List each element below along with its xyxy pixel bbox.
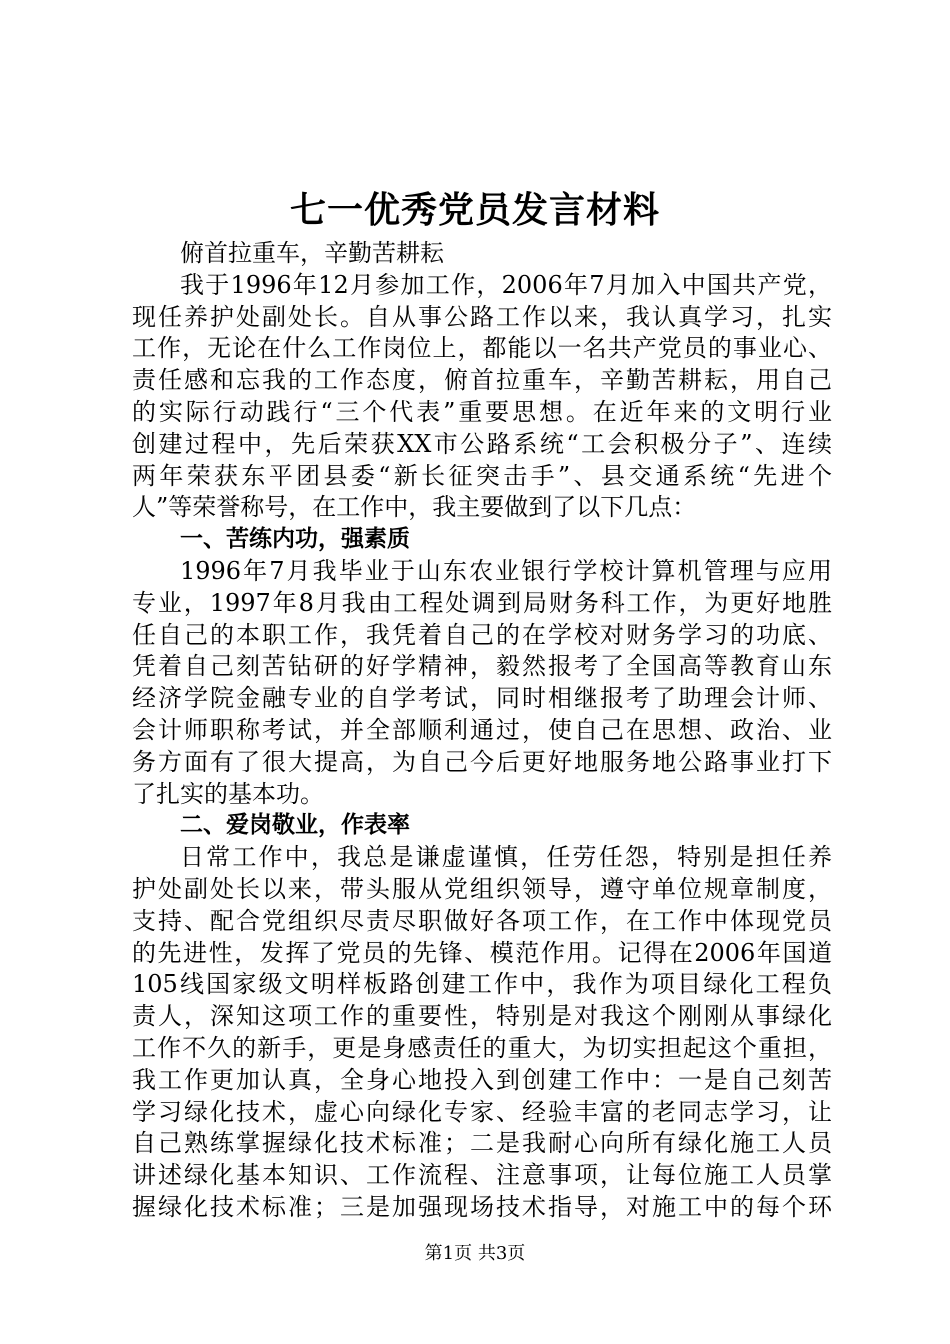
paragraph-line: 支持、配合党组织尽责尽职做好各项工作，在工作中体现党员 <box>132 906 832 935</box>
paragraph-line: 自己熟练掌握绿化技术标准；二是我耐心向所有绿化施工人员 <box>132 1129 832 1158</box>
section-heading-1: 一、苦练内功，强素质 <box>180 526 410 553</box>
paragraph-line: 现任养护处副处长。自从事公路工作以来，我认真学习，扎实 <box>132 302 832 331</box>
paragraph-line: 责任感和忘我的工作态度，俯首拉重车，辛勤苦耕耘，用自己 <box>132 366 832 395</box>
paragraph-line: 人”等荣誉称号，在工作中，我主要做到了以下几点： <box>132 493 697 522</box>
paragraph-line: 责人，深知这项工作的重要性，特别是对我这个刚刚从事绿化 <box>132 1002 832 1031</box>
section-heading-2: 二、爱岗敬业，作表率 <box>180 812 410 839</box>
paragraph-line: 讲述绿化基本知识、工作流程、注意事项，让每位施工人员掌 <box>132 1161 832 1190</box>
paragraph-line: 务方面有了很大提高，为自己今后更好地服务地公路事业打下 <box>132 747 832 776</box>
paragraph-line: 105线国家级文明样板路创建工作中，我作为项目绿化工程负 <box>132 970 832 999</box>
paragraph-line: 了扎实的基本功。 <box>132 779 324 808</box>
document-title: 七一优秀党员发言材料 <box>289 189 660 231</box>
paragraph-line: 专业，1997年8月我由工程处调到局财务科工作，为更好地胜 <box>132 588 832 617</box>
paragraph-line: 我于1996年12月参加工作，2006年7月加入中国共产党， <box>180 270 832 299</box>
paragraph-line: 1996年7月我毕业于山东农业银行学校计算机管理与应用 <box>180 556 832 585</box>
paragraph-line: 工作不久的新手，更是身感责任的重大，为切实担起这个重担， <box>132 1033 832 1062</box>
paragraph-line: 经济学院金融专业的自学考试，同时相继报考了助理会计师、 <box>132 684 832 713</box>
subtitle-line: 俯首拉重车，辛勤苦耕耘 <box>180 239 444 267</box>
paragraph-line: 学习绿化技术，虚心向绿化专家、经验丰富的老同志学习，让 <box>132 1097 832 1126</box>
page-number: 第1页 共3页 <box>424 1243 526 1264</box>
paragraph-line: 的实际行动践行“三个代表”重要思想。在近年来的文明行业 <box>132 397 832 426</box>
paragraph-line: 任自己的本职工作，我凭着自己的在学校对财务学习的功底、 <box>132 620 832 649</box>
paragraph-line: 创建过程中，先后荣获XX市公路系统“工会积极分子”、连续 <box>132 429 832 458</box>
paragraph-line: 会计师职称考试，并全部顺利通过，使自己在思想、政治、业 <box>132 715 832 744</box>
document-body <box>132 238 832 1224</box>
paragraph-line: 我工作更加认真，全身心地投入到创建工作中：一是自己刻苦 <box>132 1065 832 1094</box>
paragraph-line: 凭着自己刻苦钻研的好学精神，毅然报考了全国高等教育山东 <box>132 652 832 681</box>
paragraph-line: 工作，无论在什么工作岗位上，都能以一名共产党员的事业心、 <box>132 334 832 363</box>
paragraph-line: 两年荣获东平团县委“新长征突击手”、县交通系统“先进个 <box>132 461 832 490</box>
paragraph-line: 日常工作中，我总是谦虚谨慎，任劳任怨，特别是担任养 <box>180 843 832 872</box>
paragraph-line: 的先进性，发挥了党员的先锋、模范作用。记得在2006年国道 <box>132 938 832 967</box>
paragraph-line: 护处副处长以来，带头服从党组织领导，遵守单位规章制度， <box>132 874 832 903</box>
paragraph-line: 握绿化技术标准；三是加强现场技术指导，对施工中的每个环 <box>132 1192 832 1221</box>
